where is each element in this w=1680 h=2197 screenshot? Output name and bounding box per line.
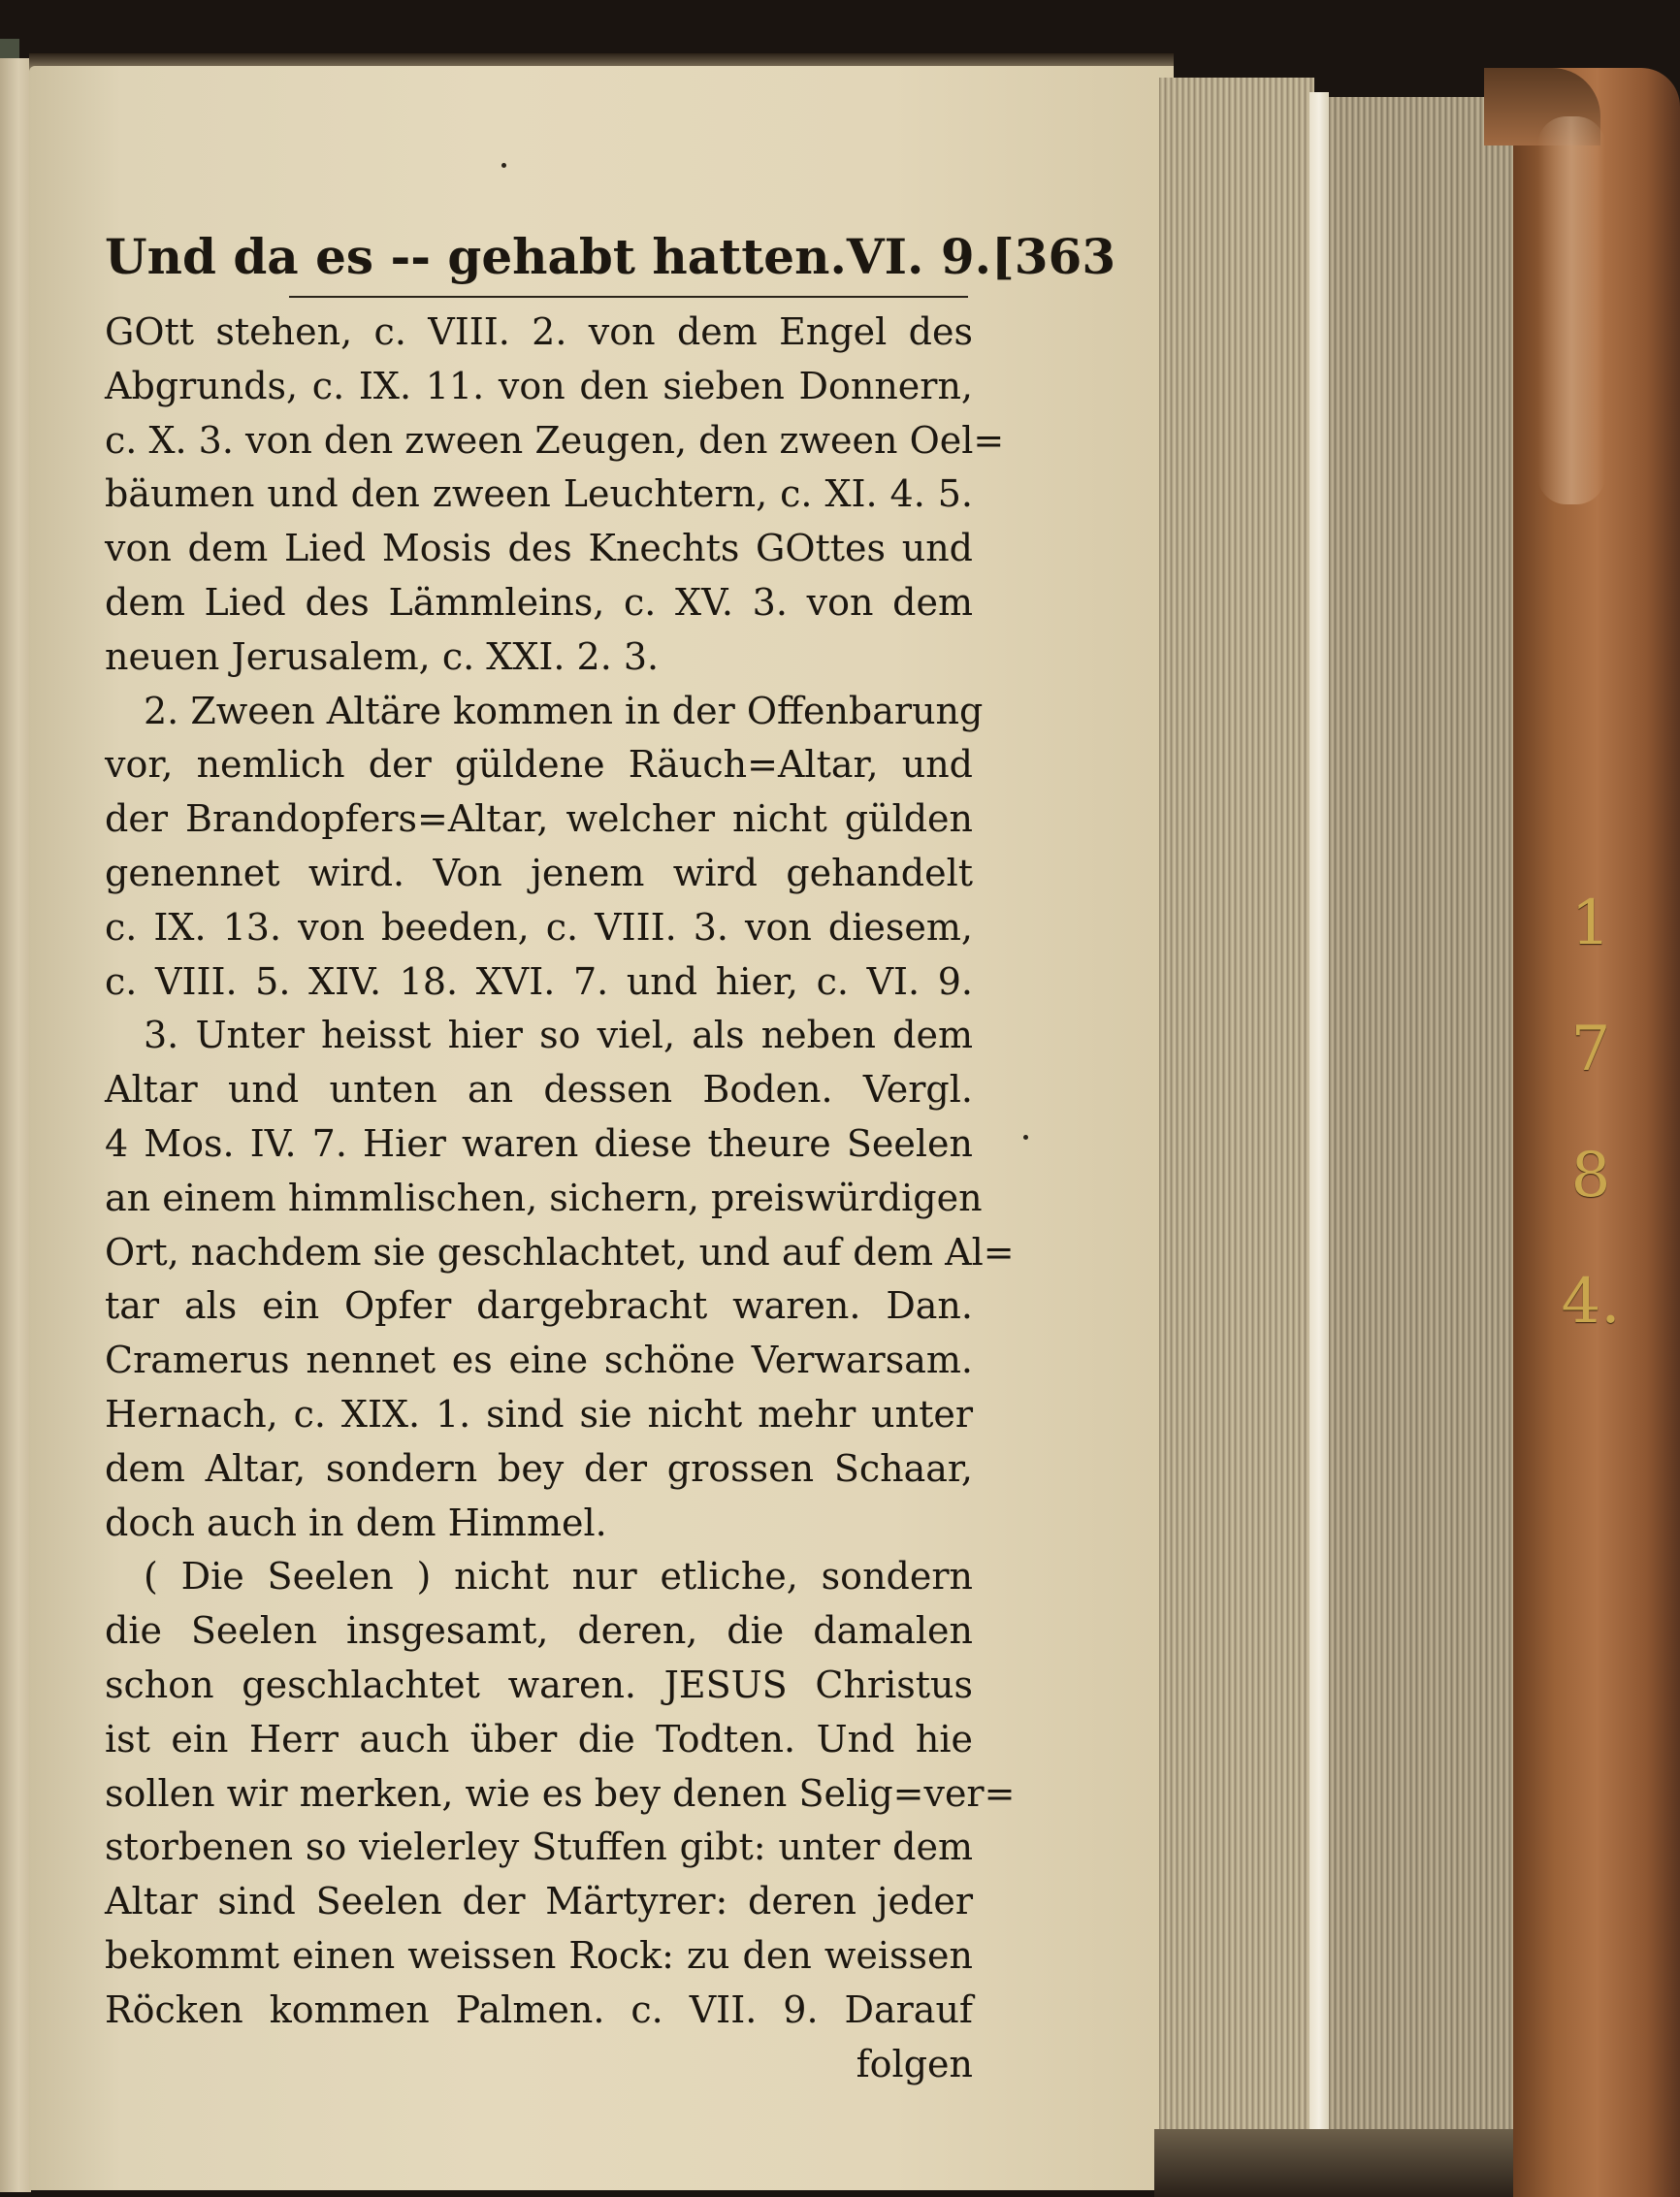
- page-text: [105, 228, 1116, 2091]
- text-line: ( Die Seelen ) nicht nur etliche, sondern: [144, 1555, 973, 1599]
- text-line: Abgrunds, c. IX. 11. von den sieben Donnern,: [105, 364, 973, 407]
- binding-highlight: [1537, 116, 1605, 504]
- page-number: [363: [991, 228, 1116, 285]
- ink-speck: [1023, 1135, 1028, 1140]
- catchword: folgen: [856, 2042, 973, 2085]
- text-line: dem Altar, sondern bey der grossen Schaar,: [105, 1446, 973, 1490]
- left-page-sliver: [0, 58, 31, 2192]
- text-line: dem Lied des Lämmleins, c. XV. 3. von dem: [105, 580, 973, 624]
- running-head-section: VI. 9.: [846, 228, 992, 285]
- text-line: bäumen und den zween Leuchtern, c. XI. 4. 5.: [105, 472, 973, 516]
- running-head-title: Und da es -- gehabt hatten.: [105, 228, 847, 285]
- text-line: der Brandopfers=Altar, welcher nicht gülden: [105, 797, 973, 841]
- text-line: c. IX. 13. von beeden, c. VIII. 3. von diesem,: [105, 905, 973, 949]
- text-line: 2. Zween Altäre kommen in der Offenbarung: [144, 689, 984, 732]
- page-edges: [1159, 78, 1314, 2144]
- text-line: storbenen so vielerley Stuffen gibt: unter dem: [105, 1825, 973, 1869]
- text-line: genennet wird. Von jenem wird gehandelt: [105, 851, 973, 894]
- ink-speck: [501, 163, 506, 168]
- text-line: schon geschlachtet waren. JESUS Christus: [105, 1663, 973, 1706]
- text-line: neuen Jerusalem, c. XXI. 2. 3.: [105, 634, 660, 678]
- text-line: c. VIII. 5. XIV. 18. XVI. 7. und hier, c. VI. 9.: [105, 959, 973, 1003]
- page-edges-bottom: [1154, 2129, 1542, 2197]
- spine-digit: 1: [1570, 888, 1611, 959]
- text-line: 4 Mos. IV. 7. Hier waren diese theure Seelen: [105, 1121, 973, 1165]
- text-line: die Seelen insgesamt, deren, die damalen: [105, 1609, 973, 1653]
- header-rule: [289, 296, 968, 298]
- text-line: 3. Unter heisst hier so viel, als neben dem: [144, 1014, 973, 1057]
- page-edges-back: [1329, 97, 1523, 2144]
- text-line: Altar und unten an dessen Boden. Vergl.: [105, 1068, 973, 1112]
- text-line: Röcken kommen Palmen. c. VII. 9. Darauf: [105, 1987, 973, 2031]
- text-line: tar als ein Opfer dargebracht waren. Dan.: [105, 1284, 973, 1328]
- text-line: Cramerus nennet es eine schöne Verwarsam.: [105, 1339, 973, 1382]
- spine-digit: 4.: [1561, 1266, 1621, 1338]
- text-line: doch auch in dem Himmel.: [105, 1501, 607, 1544]
- text-line: GOtt stehen, c. VIII. 2. von dem Engel des: [105, 310, 973, 353]
- text-line: sollen wir merken, wie es bey denen Selig=ver=: [105, 1771, 1016, 1815]
- spine-digit: 8: [1570, 1140, 1611, 1212]
- text-line: vor, nemlich der güldene Räuch=Altar, und: [105, 743, 973, 787]
- spine-year-lettering: [1552, 888, 1630, 1397]
- spine-digit: 7: [1570, 1014, 1611, 1085]
- page-edges-light: [1309, 92, 1329, 2139]
- text-line: von dem Lied Mosis des Knechts GOttes und: [105, 527, 973, 570]
- text-line: bekommt einen weissen Rock: zu den weissen: [105, 1933, 973, 1977]
- text-line: Ort, nachdem sie geschlachtet, und auf dem Al=: [105, 1230, 1015, 1274]
- text-line: an einem himmlischen, sichern, preiswürdigen: [105, 1176, 983, 1219]
- text-line: c. X. 3. von den zween Zeugen, den zween Oel=: [105, 418, 1005, 462]
- running-head: [105, 228, 1116, 286]
- text-line: ist ein Herr auch über die Todten. Und hie: [105, 1717, 973, 1761]
- text-line: Hernach, c. XIX. 1. sind sie nicht mehr unter: [105, 1392, 973, 1436]
- text-line: Altar sind Seelen der Märtyrer: deren jeder: [105, 1880, 973, 1923]
